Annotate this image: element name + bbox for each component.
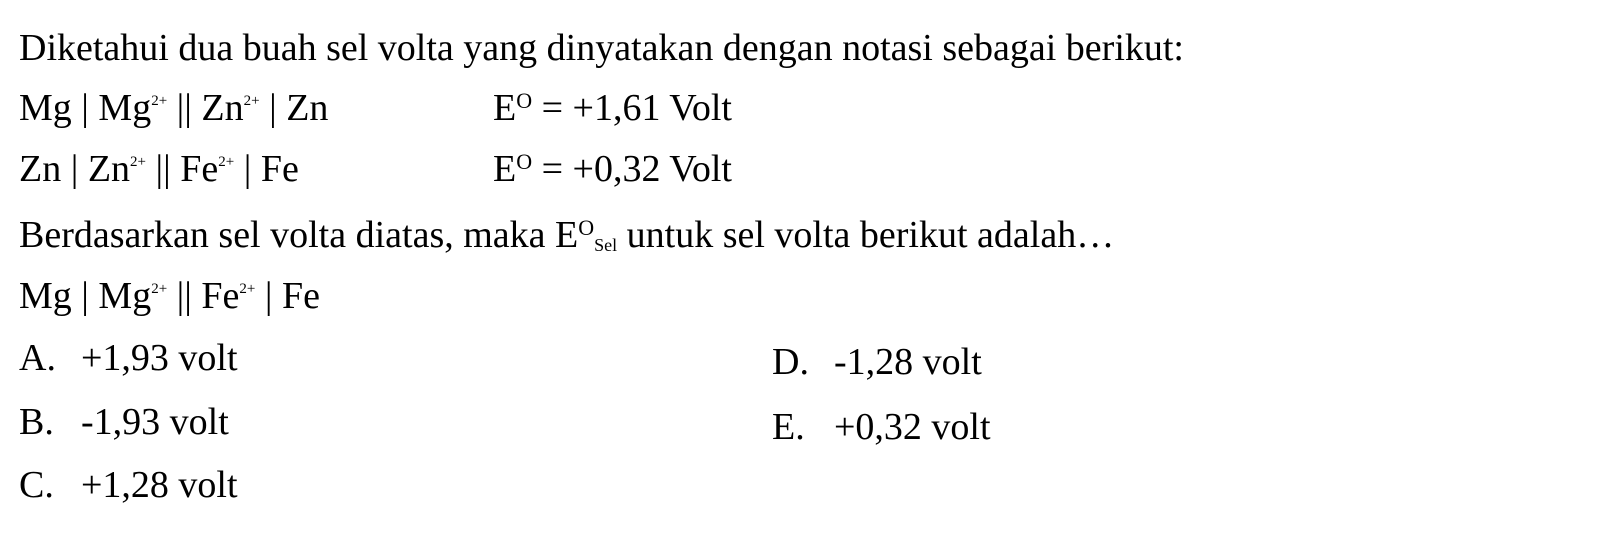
cell-notation-2: [19, 147, 919, 191]
target-cell-notation: Mg | $Mg^{2+}$ || $Fe^{2+}$ | Fe: [19, 275, 320, 317]
option-a[interactable]: [19, 336, 238, 380]
option-d-text: -1,28 volt: [834, 341, 982, 383]
option-c-letter: C.: [19, 464, 54, 506]
intro-text: Diketahui dua buah sel volta yang dinyatakan dengan notasi sebagai berikut:: [19, 27, 1184, 69]
cell-1-formula: Mg | $Mg^{2+}$ || $Zn^{2+}$ | Zn: [19, 87, 329, 129]
question-text: Berdasarkan sel volta diatas, maka $E^O_{Sel}$ untuk sel volta berikut adalah…: [19, 214, 1115, 256]
option-c[interactable]: [19, 463, 238, 507]
option-b[interactable]: [19, 400, 229, 444]
cell-2-potential: $E^O = +0,32$ Volt: [493, 148, 732, 190]
cell-notation-1: [19, 86, 919, 130]
option-d-letter: D.: [772, 341, 809, 383]
option-d[interactable]: [772, 340, 982, 384]
option-a-text: +1,93 volt: [81, 337, 238, 379]
option-e-text: +0,32 volt: [834, 406, 991, 448]
option-b-letter: B.: [19, 401, 54, 443]
option-b-text: -1,93 volt: [81, 401, 229, 443]
option-e-letter: E.: [772, 406, 805, 448]
option-c-text: +1,28 volt: [81, 464, 238, 506]
cell-2-formula: Zn | $Zn^{2+}$ || $Fe^{2+}$ | Fe: [19, 148, 299, 190]
option-e[interactable]: [772, 405, 991, 449]
option-a-letter: A.: [19, 337, 56, 379]
cell-1-potential: $E^O = +1,61$ Volt: [493, 87, 732, 129]
